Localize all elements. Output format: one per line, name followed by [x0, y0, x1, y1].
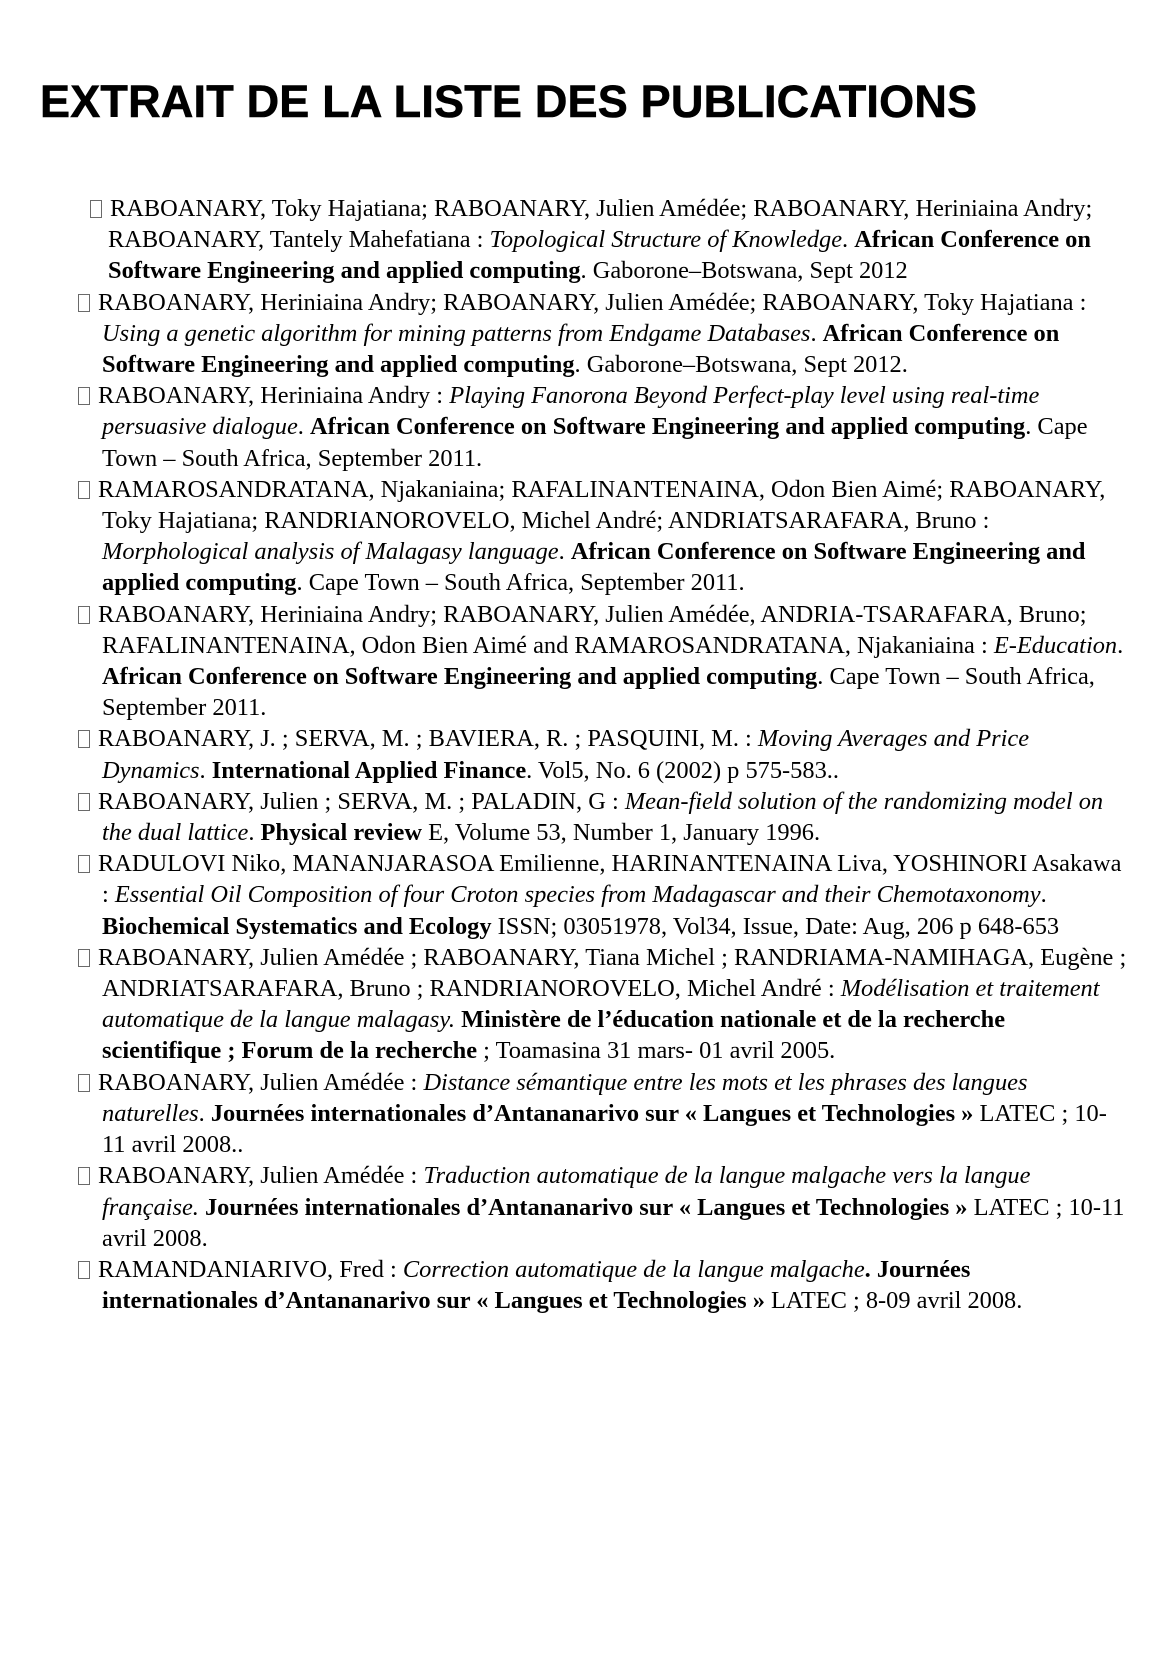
pub-separator: .: [198, 1099, 211, 1127]
publication-item: [54, 1254, 1130, 1316]
pub-details: LATEC ; 10-11 avril 2008..: [102, 1099, 1107, 1159]
pub-separator: .: [842, 226, 855, 254]
checkbox-bullet-icon: [78, 1167, 90, 1185]
checkbox-bullet-icon: [90, 200, 102, 218]
publication-item: [54, 380, 1130, 474]
pub-title: Mean-field solution of the randomizing model on the dual lattice: [102, 787, 1104, 847]
checkbox-bullet-icon: [78, 855, 90, 873]
pub-separator: .: [1040, 881, 1047, 909]
pub-title: Using a genetic algorithm for mining patterns from Endgame Databases: [102, 319, 811, 347]
checkbox-bullet-icon: [78, 606, 90, 624]
publication-item: [54, 1067, 1130, 1161]
pub-venue: African Conference on Software Engineering and applied computing: [102, 319, 1060, 379]
pub-venue: . Journées internationales d’Antananarivo sur « Langues et Technologies »: [102, 1255, 971, 1315]
pub-details: E, Volume 53, Number 1, January 1996.: [421, 819, 821, 847]
pub-title: Essential Oil Composition of four Croton species from Madagascar and their Chemotaxonomy: [114, 881, 1041, 909]
pub-venue: International Applied Finance: [211, 756, 527, 784]
pub-venue: African Conference on Software Engineering and applied computing: [309, 413, 1026, 441]
pub-venue: Ministère de l’éducation nationale et de la recherche scientifique ; Forum de la recherche: [102, 1006, 1006, 1065]
pub-authors: RAMANDANIARIVO, Fred :: [98, 1255, 403, 1283]
pub-authors: RADULOVI Niko, MANANJARASOA Emilienne, HARINANTENAINA Liva, YOSHINORI Asakawa :: [98, 850, 1122, 909]
checkbox-bullet-icon: [78, 793, 90, 811]
pub-separator: .: [558, 538, 571, 566]
pub-details: LATEC ; 10-11 avril 2008.: [102, 1193, 1125, 1252]
pub-authors: RABOANARY, Heriniaina Andry; RABOANARY, Julien Amédée; RABOANARY, Toky Hajatiana :: [98, 288, 1087, 316]
publication-item: [54, 287, 1130, 381]
publication-list: [54, 193, 1130, 1316]
pub-title: Modélisation et traitement automatique de la langue malagasy.: [102, 975, 1100, 1034]
publication-item: [54, 474, 1130, 599]
pub-separator: .: [1117, 631, 1124, 659]
pub-title: Distance sémantique entre les mots et les phrases des langues naturelles: [102, 1068, 1028, 1127]
pub-details: . Vol5, No. 6 (2002) p 575-583..: [526, 756, 839, 784]
pub-details: . Gaborone–Botswana, Sept 2012.: [574, 351, 908, 379]
pub-authors: RABOANARY, Toky Hajatiana; RABOANARY, Julien Amédée; RABOANARY, Heriniaina Andry; RABOANARY, Tantely Mahefatiana :: [108, 195, 1093, 254]
publication-item: [54, 723, 1130, 785]
pub-title: Correction automatique de la langue malgache: [402, 1255, 865, 1283]
pub-separator: .: [199, 756, 212, 784]
publication-item: [54, 848, 1130, 942]
checkbox-bullet-icon: [78, 1074, 90, 1092]
pub-title: Topological Structure of Knowledge: [489, 226, 843, 254]
pub-authors: RABOANARY, J. ; SERVA, M. ; BAVIERA, R. ; PASQUINI, M. :: [98, 725, 758, 753]
pub-venue: African Conference on Software Engineering and applied computing: [108, 226, 1091, 285]
pub-venue: Journées internationales d’Antananarivo sur « Langues et Technologies »: [210, 1099, 974, 1127]
checkbox-bullet-icon: [78, 387, 90, 405]
pub-details: . Cape Town – South Africa, September 2011.: [102, 413, 1088, 472]
publication-item: [54, 1160, 1130, 1254]
publication-item: [54, 942, 1130, 1067]
pub-authors: RABOANARY, Heriniaina Andry; RABOANARY, Julien Amédée, ANDRIA-TSARAFARA, Bruno; RAFALINANTENAINA, Odon Bien Aimé and RAMAROSANDRATANA, Njakaniaina :: [98, 600, 1087, 659]
pub-authors: RABOANARY, Heriniaina Andry :: [98, 382, 450, 410]
pub-venue: Physical review: [260, 819, 422, 847]
pub-title: Moving Averages and Price Dynamics: [102, 725, 1030, 784]
pub-authors: RAMAROSANDRATANA, Njakaniaina; RAFALINANTENAINA, Odon Bien Aimé; RABOANARY, Toky Hajatiana; RANDRIANOROVELO, Michel André; ANDRIATSARAFARA, Bruno :: [98, 475, 1106, 535]
pub-authors: RABOANARY, Julien Amédée :: [98, 1068, 424, 1096]
pub-venue: Biochemical Systematics and Ecology: [102, 912, 492, 940]
page-title: EXTRAIT DE LA LISTE DES PUBLICATIONS: [40, 76, 978, 127]
pub-venue: Journées internationales d’Antananarivo sur « Langues et Technologies »: [204, 1193, 968, 1221]
checkbox-bullet-icon: [78, 949, 90, 967]
pub-authors: RABOANARY, Julien Amédée :: [98, 1162, 424, 1190]
pub-title: Traduction automatique de la langue malgache vers la langue française.: [102, 1162, 1031, 1221]
pub-title: Morphological analysis of Malagasy language: [102, 538, 559, 566]
checkbox-bullet-icon: [78, 294, 90, 312]
pub-separator: .: [297, 413, 310, 441]
pub-details: LATEC ; 8-09 avril 2008.: [764, 1287, 1023, 1315]
checkbox-bullet-icon: [78, 481, 90, 499]
pub-details: ; Toamasina 31 mars- 01 avril 2005.: [477, 1037, 836, 1065]
pub-venue: African Conference on Software Engineering and applied computing: [102, 663, 818, 691]
pub-details: ISSN; 03051978, Vol34, Issue, Date: Aug, 206 p 648-653: [491, 912, 1060, 940]
publication-item: [54, 599, 1130, 724]
pub-separator: .: [810, 319, 823, 347]
pub-details: . Cape Town – South Africa, September 2011.: [296, 569, 745, 597]
pub-venue: African Conference on Software Engineering and applied computing: [102, 538, 1086, 597]
pub-authors: RABOANARY, Julien ; SERVA, M. ; PALADIN, G :: [98, 787, 625, 815]
checkbox-bullet-icon: [78, 1261, 90, 1279]
pub-separator: .: [248, 819, 261, 847]
publication-item: [54, 193, 1130, 287]
pub-details: . Gaborone–Botswana, Sept 2012: [580, 257, 908, 285]
pub-authors: RABOANARY, Julien Amédée ; RABOANARY, Tiana Michel ; RANDRIAMA-NAMIHAGA, Eugène ; ANDRIATSARAFARA, Bruno ; RANDRIANOROVELO, Michel André :: [98, 943, 1127, 1003]
publication-item: [54, 786, 1130, 848]
pub-details: . Cape Town – South Africa, September 2011.: [102, 663, 1095, 722]
pub-title: E-Education: [993, 631, 1118, 659]
checkbox-bullet-icon: [78, 730, 90, 748]
pub-title: Playing Fanorona Beyond Perfect-play level using real-time persuasive dialogue: [102, 382, 1040, 441]
